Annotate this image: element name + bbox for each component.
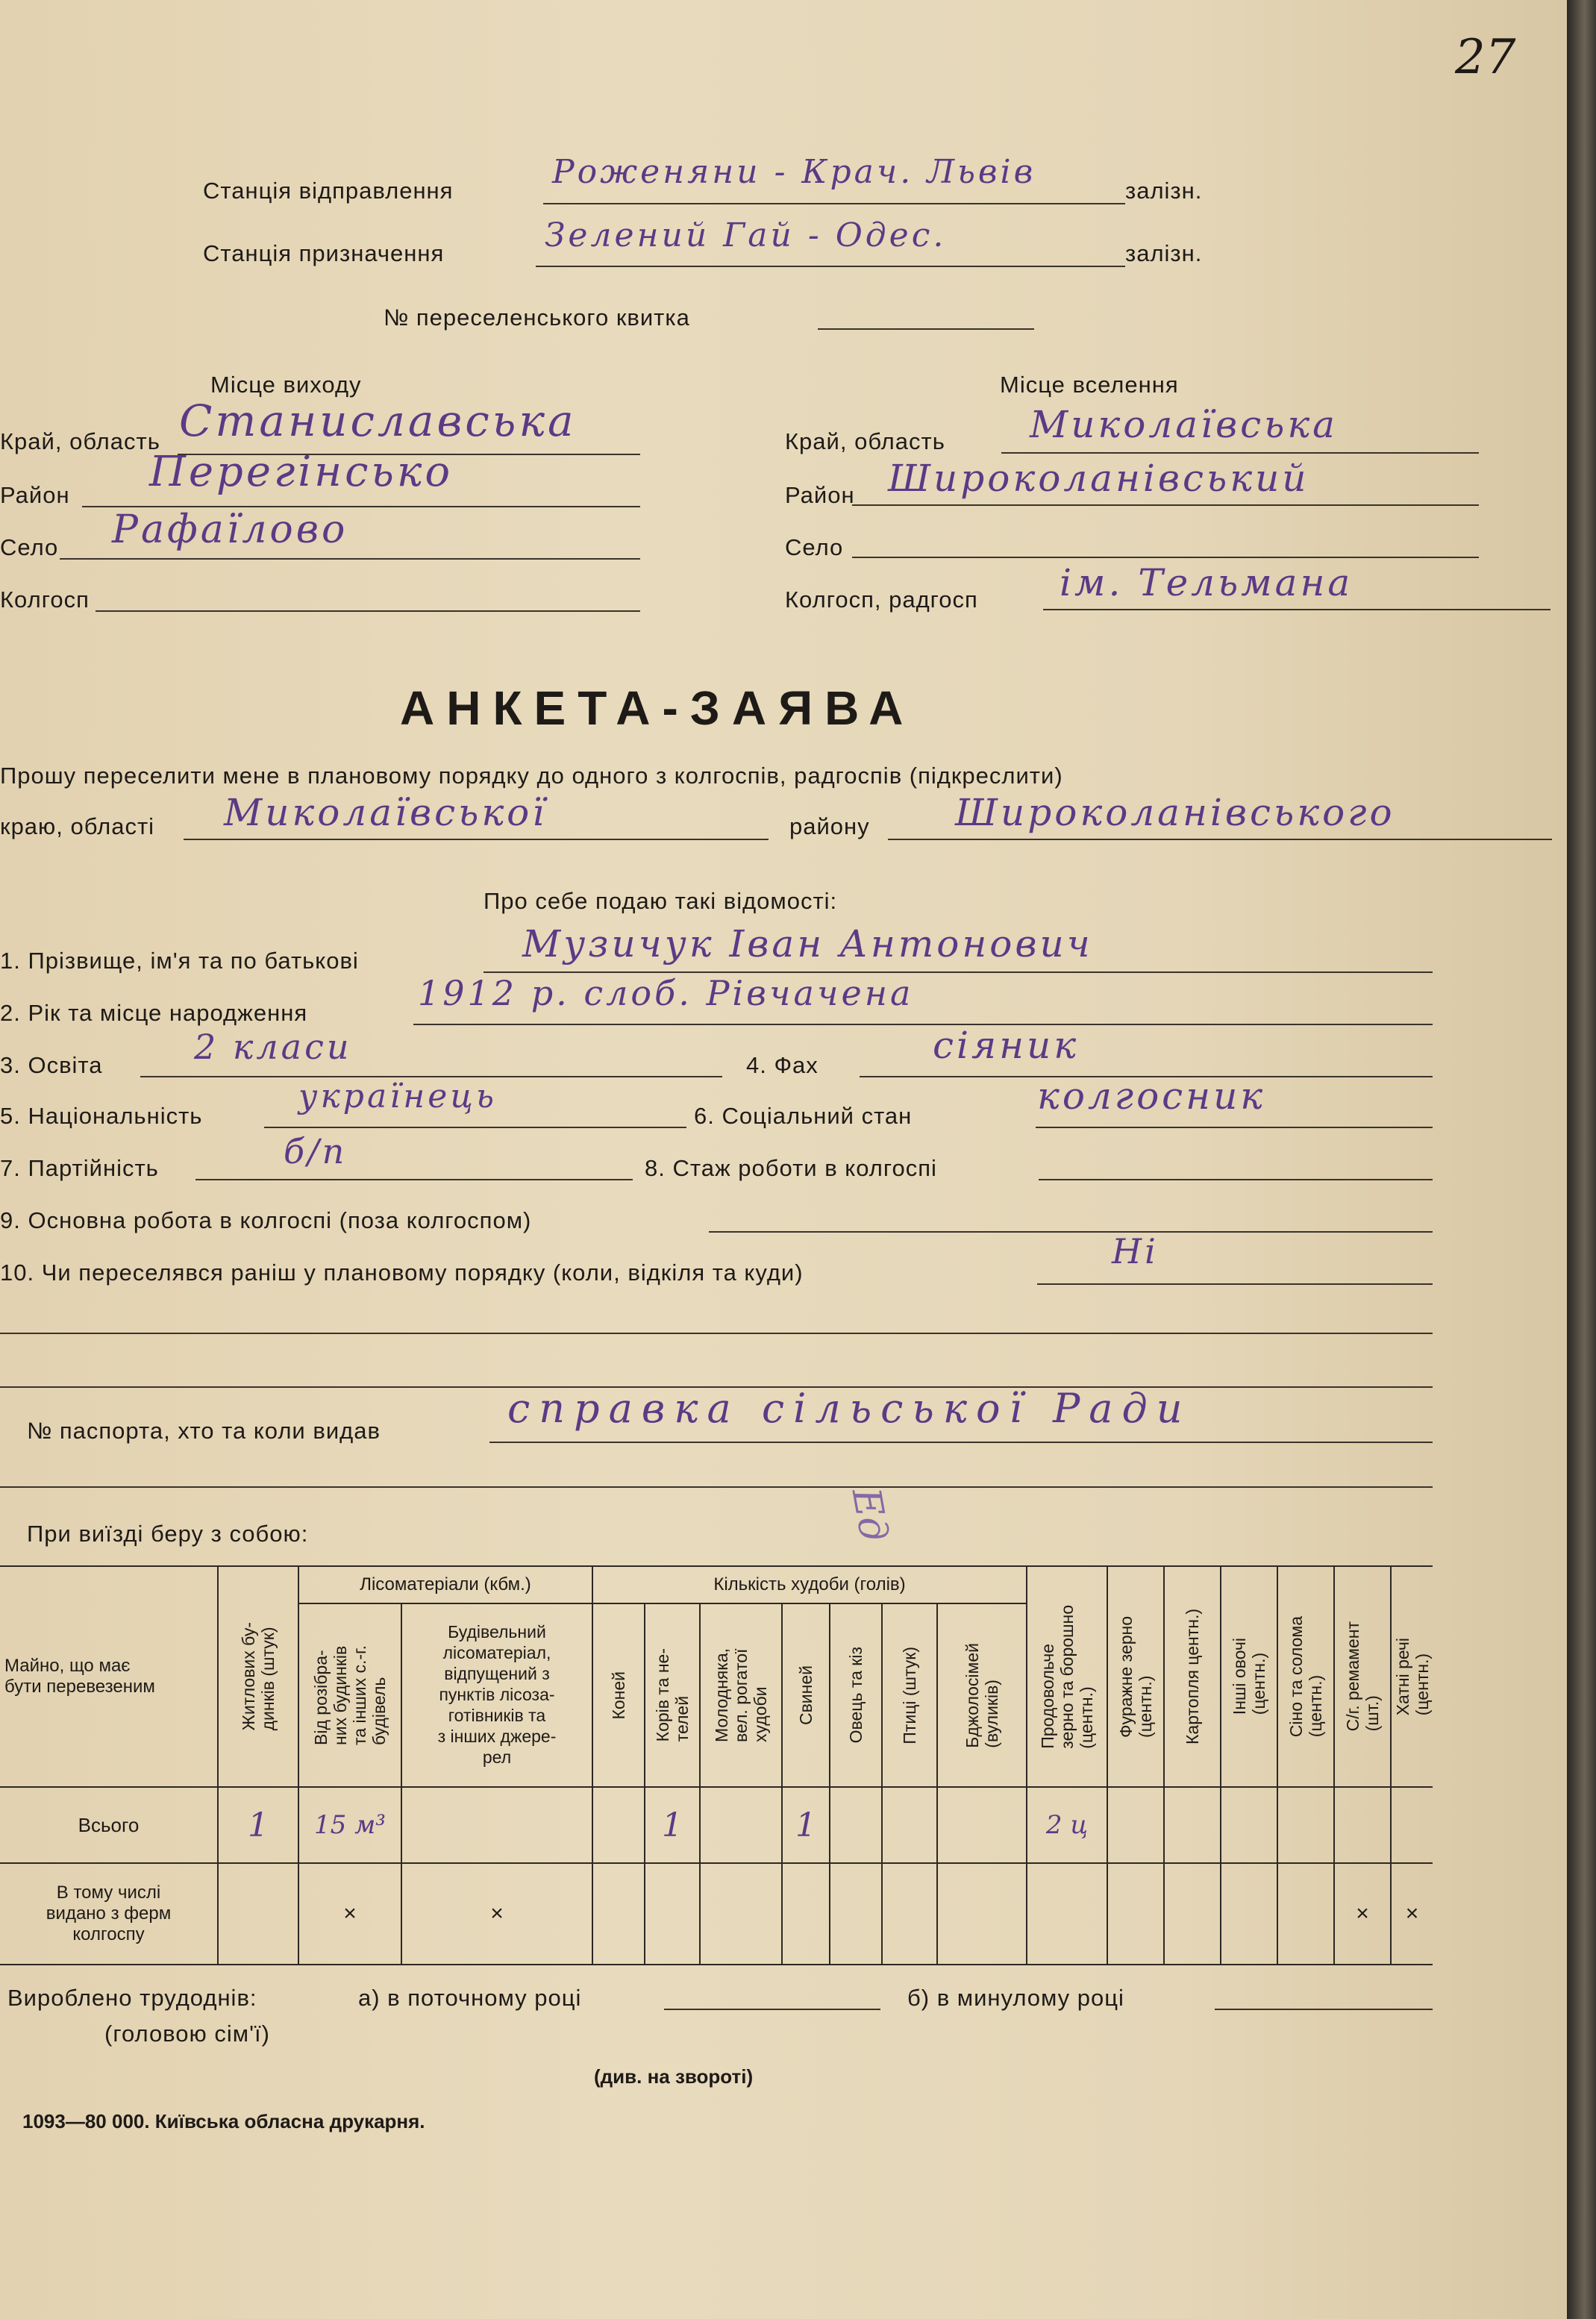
col-grain: Продовольче зерно та борошно (центн.) (1027, 1566, 1107, 1787)
passport-extra-line (0, 1486, 1433, 1488)
workdays-previous-label: б) в минулому році (907, 1985, 1124, 2011)
field-1-label: 1. Прізвище, ім'я та по батькові (0, 948, 359, 974)
take-intro: При виїзді беру з собою: (27, 1521, 309, 1547)
destination-kolkhoz-line (1043, 609, 1550, 610)
farm-household-x: × (1391, 1863, 1433, 1965)
farm-sheep (830, 1863, 882, 1965)
row-total-label: Всього (0, 1787, 218, 1863)
total-building-timber (401, 1787, 592, 1863)
col-fodder: Фуражне зерно (центн.) (1107, 1566, 1164, 1787)
destination-kolkhoz-value: ім. Тельмана (1060, 561, 1354, 604)
farm-grain (1027, 1863, 1107, 1965)
departure-station-value: Роженяни - Крач. Львів (552, 153, 1036, 191)
destination-region-value: Миколаївська (1030, 403, 1338, 446)
field-10-value: Ні (1112, 1231, 1159, 1271)
total-hay (1277, 1787, 1334, 1863)
row-farm-label: В тому числі видано з ферм колгоспу (0, 1863, 218, 1965)
destination-district-line (852, 504, 1479, 506)
workdays-previous-line (1215, 2009, 1433, 2010)
workdays-current-label: а) в поточному році (358, 1985, 582, 2011)
field-6-label: 6. Соціальний стан (694, 1103, 913, 1129)
total-birds (882, 1787, 937, 1863)
col-houses: Житлових бу- динків (штук) (218, 1566, 298, 1787)
table-row (0, 1787, 1433, 1863)
farm-horses (592, 1863, 645, 1965)
field-5-line (264, 1127, 686, 1128)
destination-station-label: Станція призначення (203, 240, 445, 266)
total-horses (592, 1787, 645, 1863)
handwritten-mark: Ед (842, 1484, 897, 1545)
farm-hay (1277, 1863, 1334, 1965)
farm-pigs (782, 1863, 830, 1965)
destination-village-label: Село (785, 534, 844, 560)
ticket-number-line (818, 328, 1034, 330)
field-6-value: колгосник (1037, 1074, 1266, 1118)
destination-station-value: Зелений Гай - Одес. (545, 216, 947, 254)
field-1-value: Музичук Іван Антонович (522, 922, 1093, 966)
table-row (0, 1863, 1433, 1965)
col-hay: Сіно та солома (центн.) (1277, 1566, 1334, 1787)
info-intro: Про себе подаю такі відомості: (484, 888, 838, 914)
total-pigs: 1 (782, 1787, 830, 1863)
field-9-label: 9. Основна робота в колгоспі (поза колгоспом) (0, 1207, 532, 1233)
origin-district-value: Перегінсько (149, 448, 454, 496)
col-dismantled: Від розібра- них будинків та інших с.-г. будівель (298, 1603, 401, 1787)
field-5-value: українець (298, 1077, 497, 1115)
farm-veg (1221, 1863, 1277, 1965)
field-4-value: сіяник (933, 1024, 1080, 1067)
total-household (1391, 1787, 1433, 1863)
col-sheep: Овець та кіз (830, 1603, 882, 1787)
destination-title: Місце вселення (1000, 372, 1179, 398)
origin-district-label: Район (0, 482, 70, 508)
field-2-value: 1912 р. слоб. Рівчачена (418, 973, 914, 1013)
request-krai-line (184, 839, 769, 840)
field-8-line (1039, 1179, 1433, 1180)
departure-station-label: Станція відправлення (203, 178, 454, 204)
total-fodder (1107, 1787, 1164, 1863)
request-krai-value: Миколаївської (224, 791, 548, 834)
passport-label: № паспорта, хто та коли видав (27, 1418, 381, 1444)
workdays-current-line (664, 2009, 880, 2010)
field-5-label: 5. Національність (0, 1103, 203, 1129)
departure-rail-suffix: залізн. (1125, 178, 1203, 204)
destination-line (536, 266, 1125, 267)
request-district-value: Широколанівського (955, 791, 1395, 834)
passport-line (489, 1442, 1433, 1443)
origin-title: Місце виходу (210, 372, 362, 398)
destination-district-label: Район (785, 482, 855, 508)
inventory-table (0, 1565, 1433, 1965)
farm-bees (937, 1863, 1027, 1965)
origin-region-value: Станиславська (179, 395, 577, 446)
origin-region-label: Край, область (0, 428, 160, 454)
farm-young (700, 1863, 782, 1965)
field-2-label: 2. Рік та місце народження (0, 1000, 308, 1026)
total-young (700, 1787, 782, 1863)
col-horses: Коней (592, 1603, 645, 1787)
farm-houses (218, 1863, 298, 1965)
departure-line (543, 203, 1125, 204)
total-potato (1164, 1787, 1221, 1863)
request-district-label: району (789, 813, 870, 839)
farm-cows (645, 1863, 700, 1965)
workdays-label: Вироблено трудоднів: (7, 1985, 257, 2011)
group-livestock: Кількість худоби (голів) (592, 1566, 1027, 1603)
request-district-line (888, 839, 1552, 840)
farm-birds (882, 1863, 937, 1965)
destination-kolkhoz-label: Колгосп, радгосп (785, 586, 978, 613)
col-veg: Інші овочі (центн.) (1221, 1566, 1277, 1787)
scan-edge (1567, 0, 1596, 2319)
col-building-timber: Будівельний лісоматеріал, відпущений з пунктів лісоза- готівників та з інших джере- рел (401, 1603, 592, 1787)
origin-village-line (60, 558, 640, 560)
total-veg (1221, 1787, 1277, 1863)
farm-dismantled-x: × (298, 1863, 401, 1965)
form-title: АНКЕТА-ЗАЯВА (400, 681, 916, 735)
col-pigs: Свиней (782, 1603, 830, 1787)
group-timber: Лісоматеріали (кбм.) (298, 1566, 592, 1603)
field-7-line (195, 1179, 633, 1180)
field-6-line (1036, 1127, 1433, 1128)
destination-district-value: Широколанівський (888, 457, 1309, 500)
total-houses: 1 (218, 1787, 298, 1863)
farm-fodder (1107, 1863, 1164, 1965)
field-10-label: 10. Чи переселявся раніш у плановому порядку (коли, відкіля та куди) (0, 1259, 804, 1286)
field-3-label: 3. Освіта (0, 1052, 103, 1078)
col-cows: Корів та не- телей (645, 1603, 700, 1787)
field-10-extra-line (0, 1333, 1433, 1334)
see-back-note: (див. на звороті) (594, 2065, 754, 2088)
field-4-label: 4. Фах (746, 1052, 819, 1078)
origin-kolkhoz-line (96, 610, 640, 612)
col-inventory: С/г. ремамент (шт.) (1334, 1566, 1391, 1787)
origin-village-label: Село (0, 534, 59, 560)
destination-village-line (852, 557, 1479, 558)
total-inventory (1334, 1787, 1391, 1863)
farm-inventory-x: × (1334, 1863, 1391, 1965)
page-number: 27 (1455, 30, 1516, 85)
farm-potato (1164, 1863, 1221, 1965)
destination-region-label: Край, область (785, 428, 945, 454)
field-2-line (413, 1024, 1433, 1025)
field-7-value: б/п (284, 1131, 348, 1171)
total-dismantled: 15 м³ (298, 1787, 401, 1863)
property-header: Майно, що має бути перевезеним (0, 1566, 218, 1787)
col-potato: Картопля центн.) (1164, 1566, 1221, 1787)
total-bees (937, 1787, 1027, 1863)
col-birds: Птиці (штук) (882, 1603, 937, 1787)
field-9-line (709, 1231, 1433, 1233)
passport-value: справка сільської Ради (507, 1385, 1192, 1432)
request-krai-label: краю, області (0, 813, 155, 839)
field-3-value: 2 класи (194, 1027, 352, 1067)
destination-region-line (1001, 452, 1479, 454)
ticket-number-label: № переселенського квитка (384, 304, 690, 331)
field-8-label: 8. Стаж роботи в колгоспі (645, 1155, 937, 1181)
printer-imprint: 1093—80 000. Київська обласна друкарня. (22, 2110, 425, 2132)
field-10-line (1037, 1283, 1433, 1285)
destination-rail-suffix: залізн. (1125, 240, 1203, 266)
origin-village-value: Рафаїлово (112, 507, 348, 552)
col-bees: Бджолосімей (вуликів) (937, 1603, 1027, 1787)
total-grain: 2 ц (1027, 1787, 1107, 1863)
col-household: Хатні речі (центн.) (1391, 1566, 1433, 1787)
request-text: Прошу переселити мене в плановому порядку до одного з колгоспів, радгоспів (підкреслити) (0, 763, 1063, 789)
workdays-note: (головою сім'ї) (104, 2021, 270, 2047)
total-sheep (830, 1787, 882, 1863)
col-young: Молодняка, вел. рогатої худоби (700, 1603, 782, 1787)
origin-kolkhoz-label: Колгосп (0, 586, 90, 613)
farm-building-timber-x: × (401, 1863, 592, 1965)
total-cows: 1 (645, 1787, 700, 1863)
field-7-label: 7. Партійність (0, 1155, 159, 1181)
